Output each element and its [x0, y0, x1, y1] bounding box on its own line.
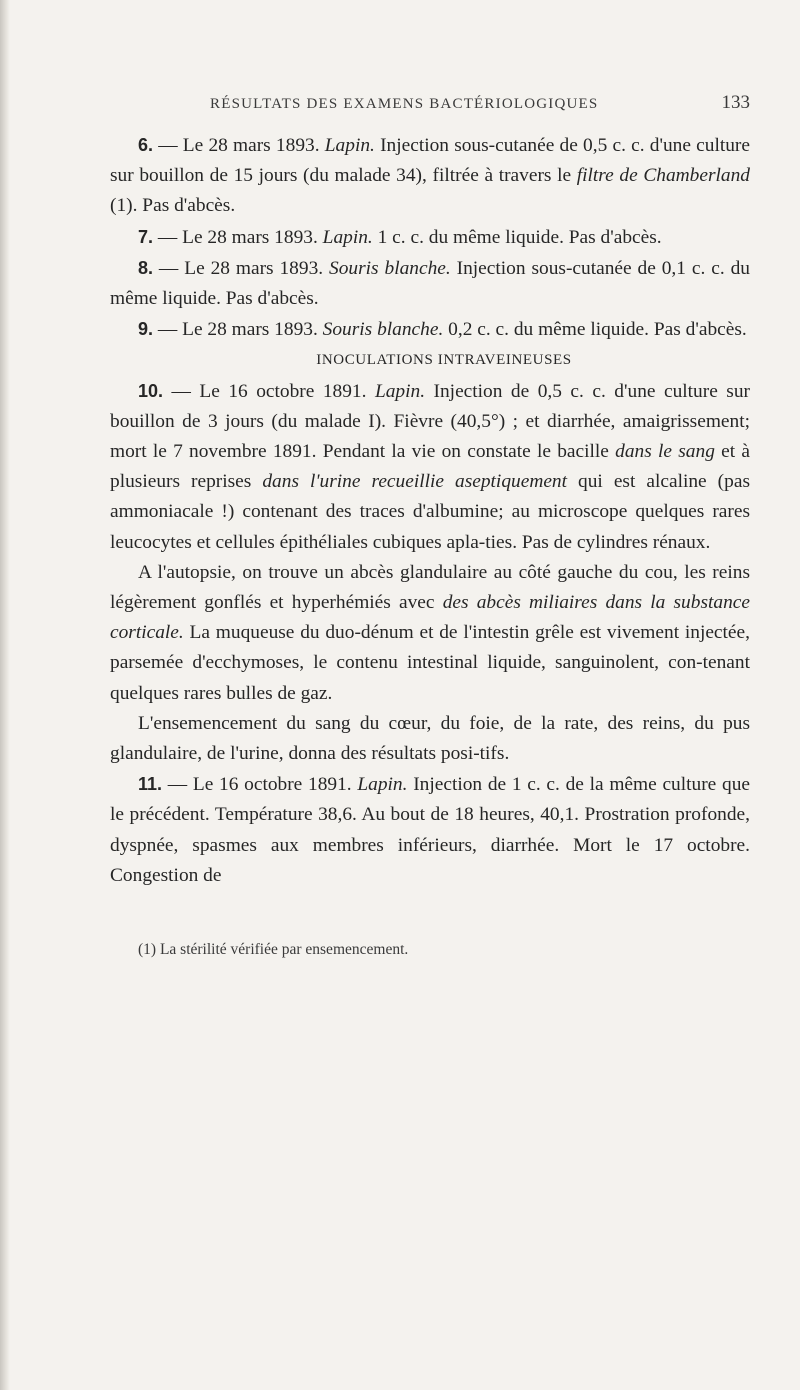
entry-10: 10. — Le 16 octobre 1891. Lapin. Injection de 0,5 c. c. d'une culture sur bouillon de 3 jours (du malade I). Fièvre (40,5°) ; et diarrhée, amaigrissement; mort le 7 novembre 1891. Pendant la vie on constate le bacille dans le sang et à plusieurs reprises dans l'urine recueillie aseptiquement qui est alcaline (pas ammoniacale !) contenant des traces d'albumine; au microscope quelques rares leucocytes et cellules épithéliales cubiques apla-ties. Pas de cylindres rénaux. — [110, 380, 750, 553]
animal-name: Lapin. — [357, 774, 408, 796]
section-heading: INOCULATIONS INTRAVEINEUSES — [316, 352, 572, 369]
entry-number: 7. — [138, 226, 154, 247]
italic-term: filtre de Chamberland — [576, 165, 750, 187]
animal-name: Souris blanche. — [322, 319, 444, 341]
book-page — [110, 0, 770, 1390]
entry-10-autopsy: A l'autopsie, on trouve un abcès glandulaire au côté gauche du cou, les reins légèrement gonflés et hyperhémiés avec des abcès miliaires dans la substance corticale. La muqueuse du duo-dénum et de l'intestin grêle est vivement injectée, parsemée d'ecchymoses, le contenu intestinal liquide, sanguinolent, con-tenant quelques rares bulles de gaz. — [110, 561, 750, 704]
animal-name: Lapin. — [322, 226, 373, 248]
animal-name: Lapin. — [374, 380, 426, 402]
page-header — [110, 92, 750, 120]
entry-11: 11. — Le 16 octobre 1891. Lapin. Injection de 1 c. c. de la même culture que le précédent. Température 38,6. Au bout de 18 heures, 40,1. Prostration profonde, dyspnée, spasmes aux membres inférieurs, diarrhée. Mort le 17 octobre. Congestion de — [110, 774, 750, 886]
entry-8: 8. — Le 28 mars 1893. Souris blanche. Injection sous-cutanée de 0,1 c. c. du même liquide. Pas d'abcès. — [110, 257, 750, 310]
entry-number: 10. — [138, 380, 164, 401]
entry-number: 9. — [138, 319, 154, 340]
entry-6: 6. — Le 28 mars 1893. Lapin. Injection sous-cutanée de 0,5 c. c. d'une culture sur bouillon de 15 jours (du malade 34), filtrée à travers le filtre de Chamberland (1). Pas d'abcès. — [110, 135, 750, 217]
page-number: 133 — [721, 92, 750, 113]
italic-term: des abcès miliaires dans la substance corticale. — [110, 592, 750, 644]
italic-term: dans l'urine recueillie aseptiquement — [262, 471, 568, 493]
entry-number: 8. — [138, 257, 154, 278]
entry-7: 7. — Le 28 mars 1893. Lapin. 1 c. c. du même liquide. Pas d'abcès. — [138, 226, 662, 248]
animal-name: Souris blanche. — [329, 257, 451, 279]
footnote: (1) La stérilité vérifiée par ensemencement. — [138, 941, 409, 958]
running-title: RÉSULTATS DES EXAMENS BACTÉRIOLOGIQUES — [210, 96, 599, 112]
italic-term: dans le sang — [615, 441, 715, 463]
entry-number: 11. — [138, 774, 163, 795]
page-body — [110, 130, 750, 958]
entry-number: 6. — [138, 135, 154, 155]
entry-10-culture: L'ensemencement du sang du cœur, du foie, de la rate, des reins, du pus glandulaire, de l'urine, donna des résultats posi-tifs. — [110, 712, 750, 765]
entry-9: 9. — Le 28 mars 1893. Souris blanche. 0,2 c. c. du même liquide. Pas d'abcès. — [138, 319, 747, 341]
animal-name: Lapin. — [324, 135, 375, 156]
book-spine-shadow — [0, 0, 10, 1390]
